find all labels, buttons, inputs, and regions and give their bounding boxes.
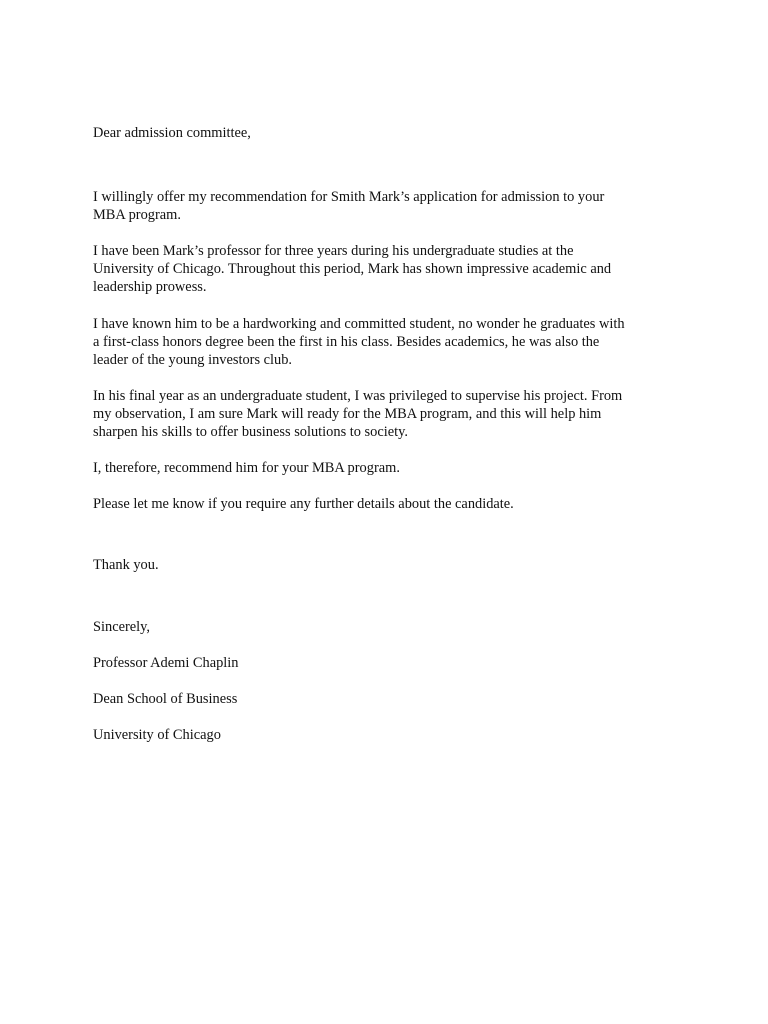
closing: Sincerely, [93, 619, 151, 635]
paragraph-2-line-2: University of Chicago. Throughout this period, Mark has shown impressive academic and [93, 261, 612, 277]
paragraph-4-line-1: In his final year as an undergraduate student, I was privileged to supervise his project. From [93, 388, 623, 404]
signer-name: Professor Ademi Chaplin [93, 655, 239, 671]
paragraph-2-line-3: leadership prowess. [93, 279, 207, 295]
paragraph-1-line-1: I willingly offer my recommendation for Smith Mark’s application for admission to your [93, 189, 605, 205]
paragraph-2-line-1: I have been Mark’s professor for three years during his undergraduate studies at the [93, 243, 574, 259]
paragraph-6: Please let me know if you require any further details about the candidate. [93, 496, 514, 512]
signer-institution: University of Chicago [93, 727, 221, 743]
paragraph-3-line-3: leader of the young investors club. [93, 352, 293, 368]
salutation: Dear admission committee, [93, 125, 251, 141]
paragraph-4-line-3: sharpen his skills to offer business solutions to society. [93, 424, 408, 440]
paragraph-1-line-2: MBA program. [93, 207, 181, 223]
paragraph-3-line-1: I have known him to be a hardworking and committed student, no wonder he graduates with [93, 316, 625, 332]
signer-title: Dean School of Business [93, 691, 238, 707]
paragraph-4-line-2: my observation, I am sure Mark will ready for the MBA program, and this will help him [93, 406, 602, 422]
thank-you-line: Thank you. [93, 557, 159, 573]
paragraph-5: I, therefore, recommend him for your MBA program. [93, 460, 400, 476]
paragraph-3-line-2: a first-class honors degree been the first in his class. Besides academics, he was also the [93, 334, 600, 350]
